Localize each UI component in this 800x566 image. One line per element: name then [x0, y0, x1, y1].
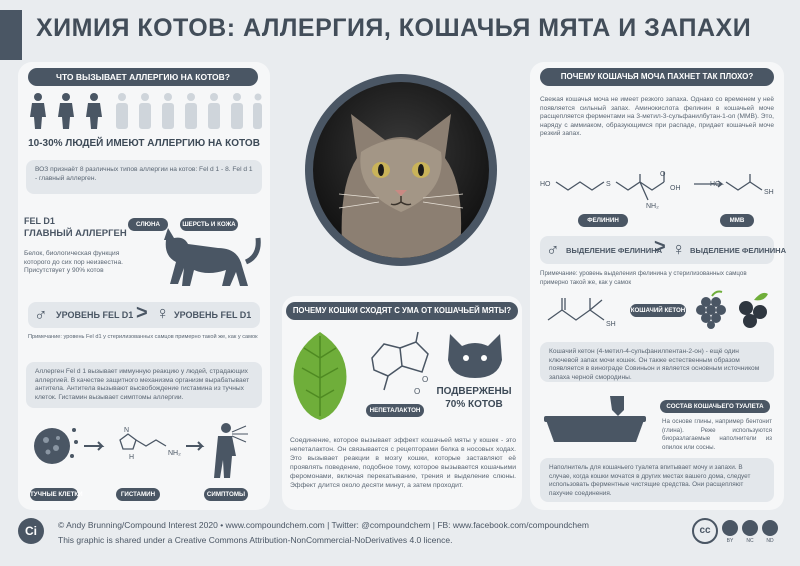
felinine-note: Примечание: уровень выделения фелинина у стерилизованных самцов примерно такой же, как у самок	[540, 270, 747, 286]
histamine-tag: ГИСТАМИН	[116, 488, 160, 501]
feld1-title-line2: ГЛАВНЫЙ АЛЛЕРГЕН	[24, 228, 127, 239]
footer-license: This graphic is shared under a Creative Commons Attribution-NonCommercial-NoDerivatives 4.0 licence.	[58, 535, 453, 545]
arrow-icon	[186, 442, 202, 450]
felinine-atom-ho: HO	[540, 181, 551, 188]
histamine-molecule	[120, 434, 166, 449]
feld1-text: Белок, биологическая функция которого до сих пор неизвестна. Присутствует у 90% котов	[24, 250, 123, 274]
litter-composition-tag: СОСТАВ КОШАЧЬЕГО ТУАЛЕТА	[660, 400, 770, 413]
feld1-title-line1: FEL D1	[24, 216, 55, 226]
middle-section-header: ПОЧЕМУ КОШКИ СХОДЯТ С УМА ОТ КОШАЧЬЕЙ МЯТЫ?	[286, 302, 518, 320]
litter-tray-icon	[540, 394, 650, 448]
who-text: ВОЗ признаёт 8 различных типов аллергии на котов: Fel d 1 - 8. Fel d 1 - главный аллерген.	[26, 160, 262, 194]
right-section-header: ПОЧЕМУ КОШАЧЬЯ МОЧА ПАХНЕТ ТАК ПЛОХО?	[540, 68, 774, 86]
footer-credits: © Andy Brunning/Compound Interest 2020 • www.compoundchem.com | Twitter: @compoundchem | FB: www.facebook.com/compoundchem	[58, 520, 589, 530]
ketone-atom-sh: SH	[606, 321, 616, 328]
allergic-person-icon	[30, 93, 102, 129]
male-icon: ♂	[546, 240, 560, 260]
male-level: УРОВЕНЬ FEL D1	[56, 310, 134, 320]
cat-silhouette-icon	[150, 222, 262, 288]
female-felinine-level: ВЫДЕЛЕНИЕ ФЕЛИНИНА	[690, 246, 787, 255]
page-title: ХИМИЯ КОТОВ: АЛЛЕРГИЯ, КОШАЧЬЯ МЯТА И ЗАПАХИ	[36, 14, 752, 42]
felinine-atom-s: S	[606, 181, 611, 188]
histamine-atom-h: H	[129, 454, 135, 461]
histamine-atom-nh2: NH₂	[168, 450, 181, 457]
allergy-stat: 10-30% ЛЮДЕЙ ИМЕЮТ АЛЛЕРГИЮ НА КОТОВ	[28, 138, 260, 149]
mmb-atom-sh: SH	[764, 189, 774, 196]
mast-cells-tag: ТУЧНЫЕ КЛЕТКИ	[30, 488, 78, 501]
male-felinine-level: ВЫДЕЛЕНИЕ ФЕЛИНИНА	[566, 246, 663, 255]
nc-icon	[742, 520, 758, 536]
catnip-text: Соединение, которое вызывает эффект кошачьей мяты у кошек - это непеталактон. Он связывается с рецепторами белка в носовых ходах. Это вызывает реакции в мозгу кошки, которые заставляют её проявлять поведение, подобное тому, которое вызывается кошачьими феромонами, включая перекатывание, трения и выделение слюны. Эффект длится около десяти минут, а затем проходит.	[290, 437, 516, 489]
cat-ketone-text: Кошачий кетон (4-метил-4-сульфанилпентан-2-он) - ещё один ключевой запах мочи кошек. Он также естественным образом появляется в винограде Совиньон и является основным источником запаха черной смородины.	[540, 342, 774, 382]
scoop-icon	[610, 396, 624, 416]
mmb-tag: MMB	[720, 214, 754, 227]
sneezing-person-icon	[214, 423, 248, 478]
cat-ketone-tag: КОШАЧИЙ КЕТОН	[630, 304, 686, 317]
felinine-atom-o: O	[660, 171, 666, 178]
compound-interest-logo: Ci	[18, 518, 44, 544]
left-section-header: ЧТО ВЫЗЫВАЕТ АЛЛЕРГИЮ НА КОТОВ?	[28, 68, 258, 86]
nd-icon	[762, 520, 778, 536]
mmb-atom-ho: HO	[710, 181, 721, 188]
mast-cell-icon	[34, 428, 78, 464]
atom-o-ring: O	[422, 375, 429, 384]
arrow-icon	[84, 442, 102, 450]
immune-text: Аллерген Fel d 1 вызывает иммунную реакцию у людей, страдающих аллергией. В качестве защитного механизма организм вырабатывает антитела. Антитела вызывают высвобождение гистамина из тучных клеток. Гистамин вызывает симптомы аллергии.	[26, 362, 262, 408]
female-icon: ♀	[672, 239, 686, 259]
by-label: BY	[726, 538, 734, 544]
susceptible-line2: 70% КОТОВ	[445, 399, 503, 410]
cat-face-icon	[444, 330, 506, 380]
histamine-atom-n: N	[124, 427, 130, 434]
felinine-atom-oh: OH	[670, 185, 681, 192]
title-accent-bar	[0, 10, 22, 60]
greater-than-symbol: >	[654, 236, 666, 258]
saliva-tag: СЛЮНА	[128, 218, 168, 231]
female-level: УРОВЕНЬ FEL D1	[174, 310, 252, 320]
grapes-and-currants-icon	[694, 290, 774, 330]
litter-composition-text: На основе глины, например бентонит (глина). Реже используются биоразлагаемые наполнители из опилок или сосны.	[662, 418, 772, 451]
urine-intro-text: Свежая кошачья моча не имеет резкого запаха. Однако со временем у неё появляется сильный запах. Аминокислота фелинин в кошачьей моче расщепляется ферментами на 3-метил-3-сульфанилбутан-1-ол (MMB). Это, наряду с аммиаком, образующимся при распаде, придает кошачьей моче резкий запах.	[540, 96, 774, 137]
litter-fill-text: Наполнитель для кошачьего туалета впитывает мочу и запахи. В случае, когда кошки мочатся в других местах вашего дома, следует использовать ферментные чистящие средства. Они расщепляют пахучие соединения.	[540, 458, 774, 502]
by-icon	[722, 520, 738, 536]
symptoms-tag: СИМПТОМЫ	[204, 488, 248, 501]
atom-o-carbonyl: O	[414, 387, 421, 396]
people-icons	[26, 92, 262, 132]
level-note: Примечание: уровень Fel d1 у стерилизованных самцов примерно такой же, как у самок	[28, 334, 258, 340]
felinine-tag: ФЕЛИНИН	[578, 214, 628, 227]
nc-label: NC	[746, 538, 754, 544]
nepetalactone-molecule	[360, 328, 432, 398]
cc-license-icon: cc	[692, 518, 718, 544]
felinine-to-mmb-diagram	[538, 168, 778, 216]
male-icon: ♂	[34, 305, 48, 325]
allergy-process-diagram	[28, 418, 262, 486]
greater-than-symbol: >	[136, 302, 148, 324]
felinine-atom-nh2: NH₂	[646, 203, 659, 210]
nd-label: ND	[766, 538, 774, 544]
grapes-icon	[696, 297, 726, 329]
susceptible-line1: ПОДВЕРЖЕНЫ	[436, 386, 512, 397]
fur-tag: ШЕРСТЬ И КОЖА	[180, 218, 238, 231]
catnip-leaf-icon	[288, 328, 352, 420]
cat-photo	[313, 82, 489, 258]
healthy-person-icon	[116, 93, 262, 129]
female-icon: ♀	[156, 303, 170, 323]
nepetalactone-tag: НЕПЕТАЛАКТОН	[366, 404, 424, 417]
blackcurrant-icon	[739, 301, 767, 328]
